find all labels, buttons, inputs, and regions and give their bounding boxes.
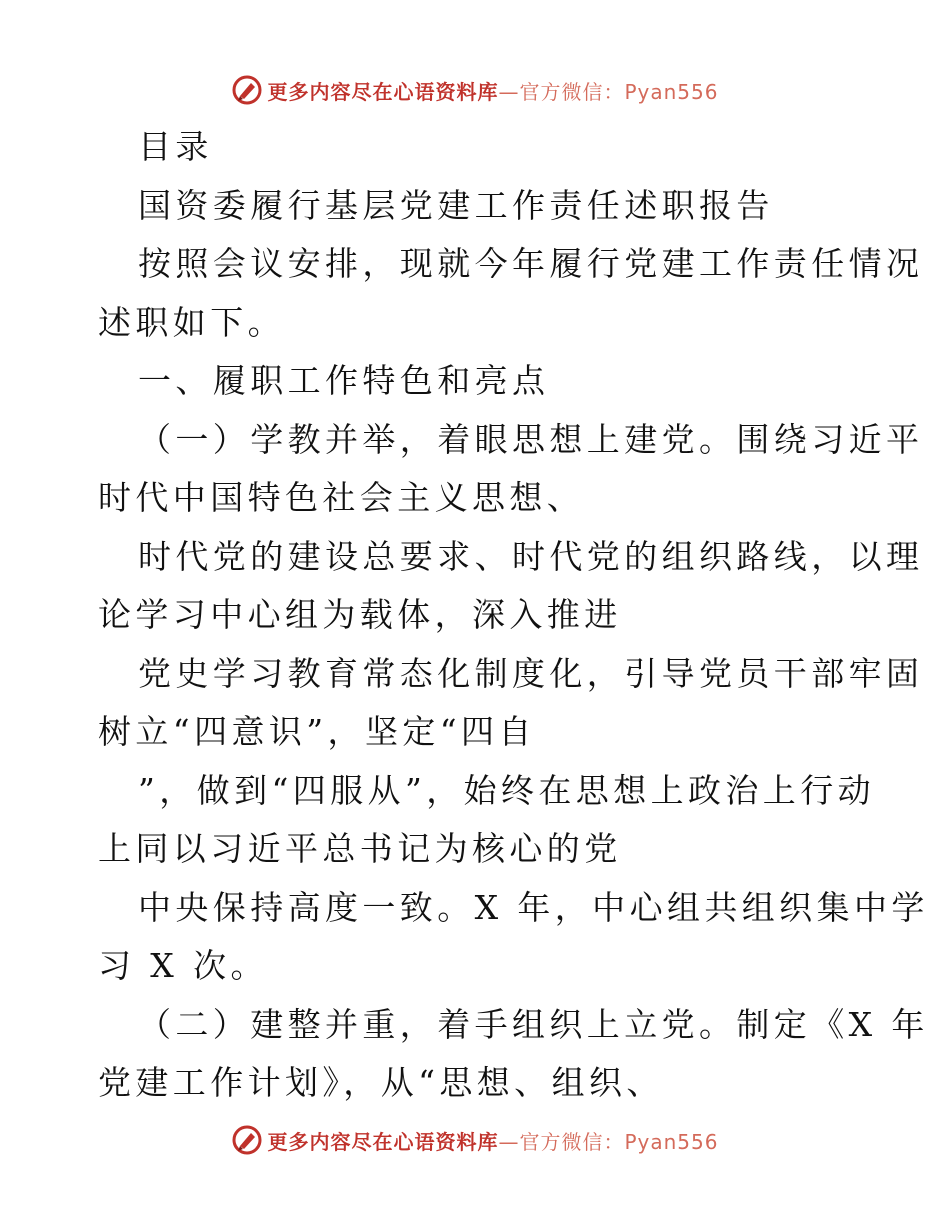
text-line: 论学习中心组为载体，深入推进	[98, 595, 622, 634]
text-line: 一、履职工作特色和亮点	[138, 361, 550, 400]
text-line: 上同以习近平总书记为核心的党	[98, 829, 622, 868]
text-line: 国资委履行基层党建工作责任述职报告	[138, 185, 774, 225]
text-line: （二）建整并重，着手组织上立党。制定《X 年	[138, 1004, 929, 1044]
watermark-wechat-text: —官方微信：Pyan556	[498, 79, 719, 104]
pen-logo-icon	[231, 1124, 263, 1156]
text-line: 按照会议安排，现就今年履行党建工作责任情况	[138, 244, 924, 283]
text-line: 习 X 次。	[98, 946, 268, 985]
text-line: 时代中国特色社会主义思想、	[98, 478, 585, 517]
watermark-site-text: 更多内容尽在心语资料库	[267, 79, 499, 104]
text-line: 述职如下。	[98, 302, 285, 342]
text-line: 树立“四意识”，坚定“四自	[98, 712, 536, 751]
header-watermark	[0, 70, 950, 110]
watermark-site-text: 更多内容尽在心语资料库	[267, 1129, 499, 1154]
document-body	[98, 118, 929, 1113]
text-line: 党史学习教育常态化制度化，引导党员干部牢固	[138, 653, 924, 693]
footer-watermark	[0, 1120, 950, 1160]
watermark-wechat-text: —官方微信：Pyan556	[498, 1129, 719, 1154]
text-line: 目录	[138, 127, 213, 166]
text-line: 中央保持高度一致。X 年，中心组共组织集中学	[138, 887, 929, 927]
text-line: 时代党的建设总要求、时代党的组织路线，以理	[138, 536, 924, 576]
text-line: 党建工作计划》，从“思想、组织、	[98, 1063, 664, 1102]
pen-logo-icon	[231, 74, 263, 106]
text-line: （一）学教并举，着眼思想上建党。围绕习近平	[138, 419, 924, 459]
text-line: ”，做到“四服从”，始终在思想上政治上行动	[138, 770, 876, 810]
